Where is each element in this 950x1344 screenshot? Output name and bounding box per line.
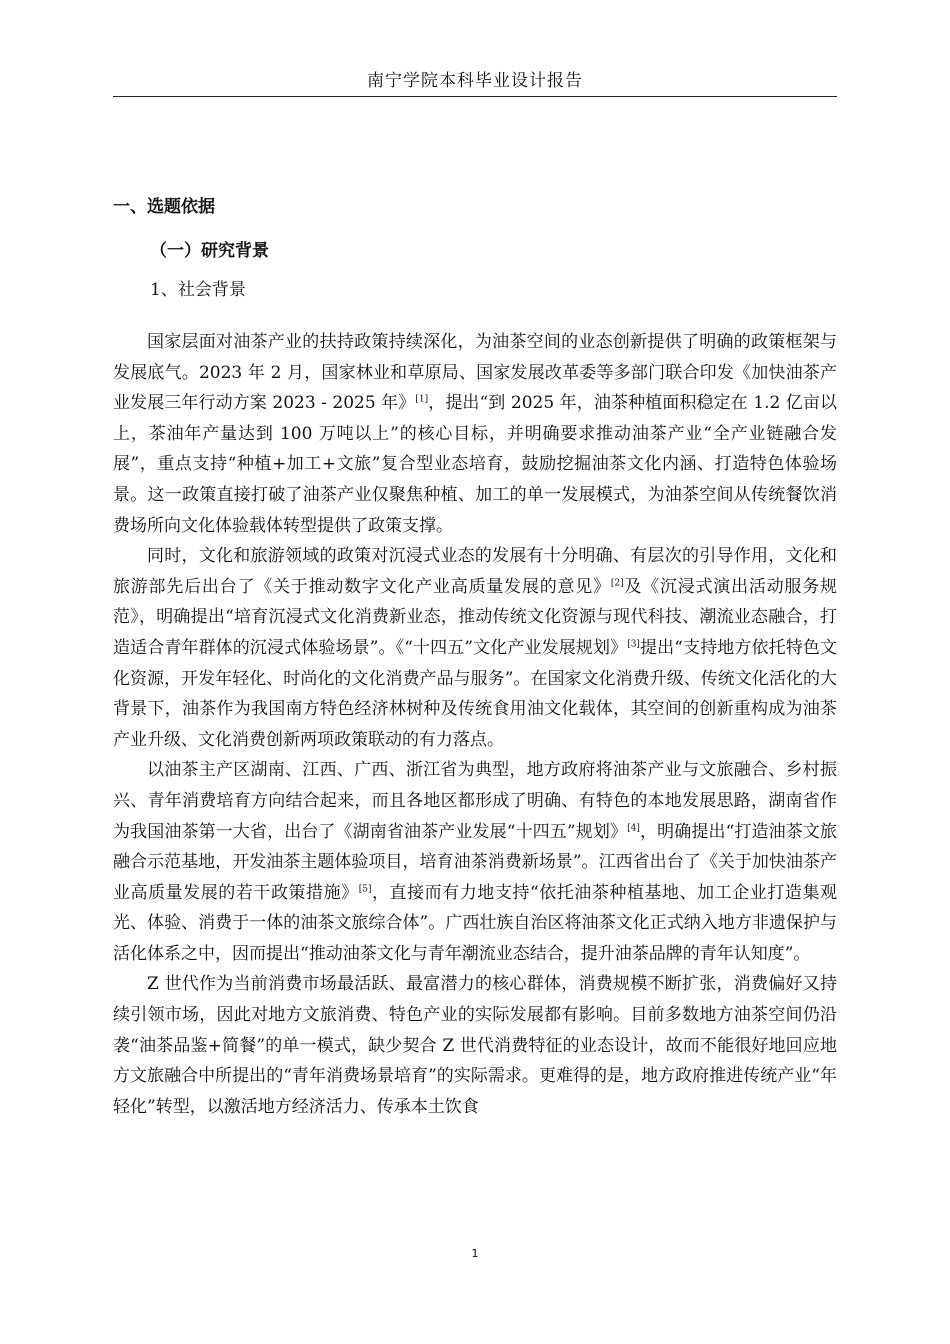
body-text: [113, 327, 837, 1122]
paragraph-text: ，直接而有力地支持“依托油茶种植基地、加工企业打造集观光、体验、消费于一体的油茶文旅综合体”。广西壮族自治区将油茶文化正式纳入地方非遗保护与活化体系之中，因而提出“推动油茶文化与青年潮流业态结合，提升油茶品牌的青年认知度”。: [113, 882, 837, 964]
citation-ref: [5]: [358, 884, 372, 895]
paragraph-text: 同时，文化和旅游领域的政策对沉浸式业态的发展有十分明确、有层次的引导作用，文化和旅游部先后出台了《关于推动数字文化产业高质量发展的意见》: [113, 546, 837, 597]
subsubsection-title: 1、社会背景: [150, 280, 246, 300]
paragraph-text: 以油茶主产区湖南、江西、广西、浙江省为典型，地方政府将油茶产业与文旅融合、乡村振兴、青年消费培育方向结合起来，而且各地区都形成了明确、有特色的本地发展思路，湖南省作为我国油茶第一大省，出台了《湖南省油茶产业发展“十四五”规划》: [113, 760, 837, 842]
paragraph-text: 及《沉浸式演出活动服务规范》，明确提出“培育沉浸式文化消费新业态，推动传统文化资源与现代科技、潮流业态融合，打造适合青年群体的沉浸式体验场景”。《“十四五”文化产业发展规划》: [113, 576, 837, 658]
subsection-title: （一）研究背景: [150, 241, 269, 261]
header-title: 南宁学院本科毕业设计报告: [367, 71, 583, 91]
paragraph-text: 国家层面对油茶产业的扶持政策持续深化，为油茶空间的业态创新提供了明确的政策框架与发展底气。2023 年 2 月，国家林业和草原局、国家发展改革委等多部门联合印发《加快油茶产业发展三年行动方案 2023 - 2025 年》: [113, 332, 837, 414]
citation-ref: [2]: [610, 578, 624, 589]
page-number: 1: [471, 1247, 479, 1260]
paragraph-text: 提出“支持地方依托特色文化资源，开发年轻化、时尚化的文化消费产品与服务”。在国家文化消费升级、传统文化活化的大背景下，油茶作为我国南方特色经济林树种及传统食用油文化载体，其空间的创新重构成为油茶产业升级、文化消费创新两项政策联动的有力落点。: [113, 637, 837, 750]
paragraph-text: Z 世代作为当前消费市场最活跃、最富潜力的核心群体，消费规模不断扩张，消费偏好又持续引领市场，因此对地方文旅消费、特色产业的实际发展都有影响。目前多数地方油茶空间仍沿袭“油茶品鉴+简餐”的单一模式，缺少契合 Z 世代消费特征的业态设计，故而不能很好地回应地方文旅融合中所提出的“青年消费场景培育”的实际需求。更难得的是，地方政府推进传统产业“年轻化”转型，以激活地方经济活力、传承本土饮食: [113, 974, 837, 1117]
paragraph-text: ，明确提出“打造油茶文旅融合示范基地，开发油茶主题体验项目，培育油茶消费新场景”。江西省出台了《关于加快油茶产业高质量发展的若干政策措施》: [113, 821, 837, 903]
citation-ref: [4]: [627, 822, 640, 833]
paragraph-gen-z: [113, 969, 837, 1122]
paragraph-policy: [113, 327, 837, 541]
paragraph-culture-tourism: [113, 541, 837, 755]
page-header: [113, 68, 837, 97]
citation-ref: [3]: [627, 639, 640, 650]
paragraph-regional: [113, 755, 837, 969]
paragraph-text: ，提出“到 2025 年，油茶种植面积稳定在 1.2 亿亩以上，茶油年产量达到 100 万吨以上”的核心目标，并明确要求推动油茶产业“全产业链融合发展”，重点支持“种植+加工+文旅”复合型业态培育，鼓励挖掘油茶文化内涵、打造特色体验场景。这一政策直接打破了油茶产业仅聚焦种植、加工的单一发展模式，为油茶空间从传统餐饮消费场所向文化体验载体转型提供了政策支撑。: [113, 393, 837, 536]
section-title: 一、选题依据: [113, 197, 215, 217]
citation-ref: [1]: [415, 394, 429, 405]
